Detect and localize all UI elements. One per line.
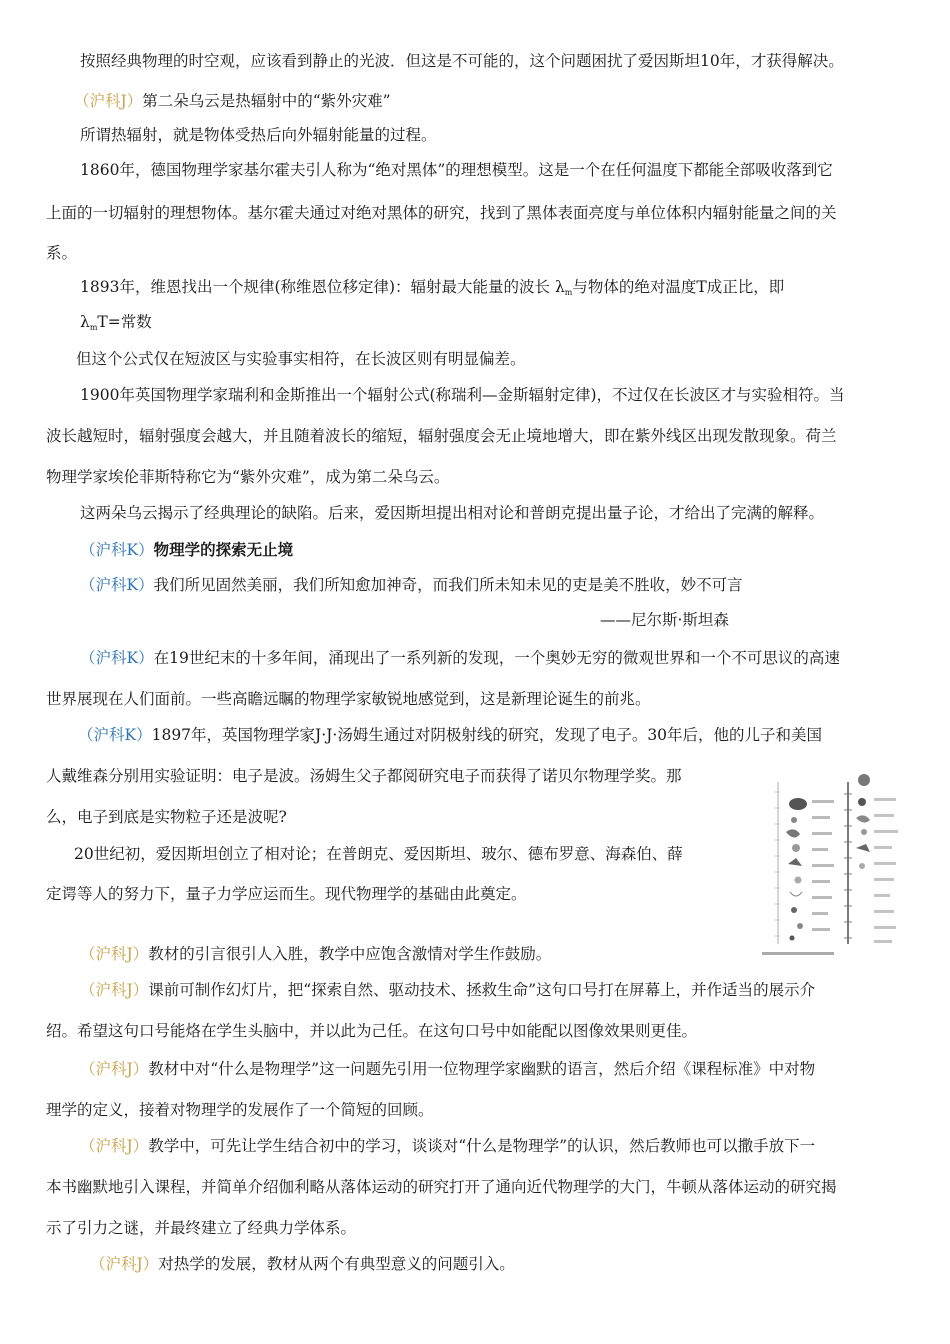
formula-rest: T=常数 [97,313,152,331]
source-tag: （沪科J） [80,1060,149,1078]
formula-lambda: λ [80,313,90,331]
quote [80,569,743,602]
formula-wien [80,306,152,344]
paragraph-kirchhoff-line1: 1860年，德国物理学家基尔霍夫引人称为“绝对黑体”的理想模型。这是一个在任何温度下都能全部吸收落到它 [80,161,833,179]
paragraph-text: 第二朵乌云是热辐射中的“紫外灾难” [142,92,391,110]
paragraph-text: 教材中对“什么是物理学”这一问题先引用一位物理学家幽默的语言，然后介绍《课程标准》中对物 [148,1060,816,1078]
paragraph-text: 在19世纪末的十多年间，涌现出了一系列新的发现，一个奥妙无穷的微观世界和一个不可思议的高速 [153,649,840,667]
paragraph-teaching-intro [80,938,551,971]
paragraph-text: 教材的引言很引人入胜，教学中应饱含激情对学生作鼓励。 [148,945,552,963]
source-tag: （沪科K） [80,649,154,667]
paragraph-what-is-physics-line2: 理学的定义，接着对物理学的发展作了一个简短的回顾。 [46,1101,434,1119]
paragraph-slides-line1 [80,974,815,1007]
section-heading [80,533,293,567]
paragraph-what-is-physics-line1 [80,1053,815,1086]
quote-author: ——尼尔斯·斯坦森 [600,611,729,629]
paragraph-light-wave: 按照经典物理的时空观，应该看到静止的光波．但这是不可能的，这个问题困扰了爱因斯坦10年，才获得解决。 [80,52,844,70]
paragraph-text: 1897年，英国物理学家J·J·汤姆生通过对阴极射线的研究，发现了电子。30年后，他的儿子和美国 [151,726,823,744]
paragraph-text: 教学中，可先让学生结合初中的学习，谈谈对“什么是物理学”的认识，然后教师也可以撒手放下一 [148,1137,816,1155]
paragraph-20th-century-line1: 20世纪初，爱因斯坦创立了相对论；在普朗克、爱因斯坦、玻尔、德布罗意、海森伯、薛 [74,845,683,863]
scale-chart-image [756,772,906,962]
text-run: 与物体的绝对温度T成正比，即 [572,278,785,296]
paragraph-thermodynamics [90,1248,515,1281]
source-tag: （沪科K） [80,541,154,559]
paragraph-rayleigh-line3: 物理学家埃伦菲斯特称它为“紫外灾难”，成为第二朵乌云。 [46,468,450,486]
paragraph-two-clouds: 这两朵乌云揭示了经典理论的缺陷。后来，爱因斯坦提出相对论和普朗克提出量子论，才给出了完满的解释。 [80,504,825,522]
paragraph-text: 课前可制作幻灯片，把“探索自然、驱动技术、拯救生命”这句口号打在屏幕上，并作适当的展示介 [148,981,816,999]
source-tag: （沪科J） [80,1137,149,1155]
paragraph-kirchhoff-line3: 系。 [46,244,78,262]
source-tag: （沪科J） [90,1255,159,1273]
source-tag: （沪科J） [80,945,149,963]
paragraph-kirchhoff-line2: 上面的一切辐射的理想物体。基尔霍夫通过对绝对黑体的研究，找到了黑体表面亮度与单位体积内辐射能量之间的关 [46,204,837,222]
paragraph-rayleigh-line1: 1900年英国物理学家瑞利和金斯推出一个辐射公式(称瑞利—金斯辐射定律)，不过仅在长波区才与实验相符。当 [80,386,845,404]
subscript: m [564,288,573,297]
paragraph-galileo-line2: 本书幽默地引入课程，并简单介绍伽利略从落体运动的研究打开了通向近代物理学的大门，牛顿从落体运动的研究揭 [46,1178,837,1196]
paragraph-deviation: 但这个公式仅在短波区与实验事实相符，在长波区则有明显偏差。 [76,350,526,368]
source-tag: （沪科K） [78,726,152,744]
source-tag: （沪科J） [80,981,149,999]
paragraph-rayleigh-line2: 波长越短时，辐射强度会越大，并且随着波长的缩短，辐射强度会无止境地增大，即在紫外线区出现发散现象。荷兰 [46,427,837,445]
paragraph-thomson-line1 [78,719,822,752]
paragraph-text: 对热学的发展，教材从两个有典型意义的问题引入。 [158,1255,515,1273]
source-tag: （沪科K） [80,576,154,594]
paragraph-second-cloud [74,85,391,118]
paragraph-19th-century-line2: 世界展现在人们面前。一些高瞻远瞩的物理学家敏锐地感觉到，这是新理论诞生的前兆。 [46,690,651,708]
paragraph-slides-line2: 绍。希望这句口号能烙在学生头脑中，并以此为己任。在这句口号中如能配以图像效果则更佳。 [46,1022,698,1040]
paragraph-galileo-line1 [80,1130,815,1163]
subscript: m [89,323,98,332]
paragraph-20th-century-line2: 定谔等人的努力下，量子力学应运而生。现代物理学的基础由此奠定。 [46,885,527,903]
source-tag: （沪科J） [74,92,143,110]
scale-figure [756,772,906,962]
text-run: 1893年，维恩找出一个规律(称维恩位移定律)：辐射最大能量的波长 λ [80,278,565,296]
paragraph-thomson-line2: 人戴维森分别用实验证明：电子是波。汤姆生父子都阅研究电子而获得了诺贝尔物理学奖。那 [46,767,682,785]
paragraph-19th-century-line1 [80,642,840,675]
paragraph-thomson-line3: 么，电子到底是实物粒子还是波呢? [46,808,287,826]
quote-text: 我们所见固然美丽，我们所知愈加神奇，而我们所未知未见的吏是美不胜收，妙不可言 [153,576,743,594]
paragraph-wien [80,271,784,309]
paragraph-galileo-line3: 示了引力之谜，并最终建立了经典力学体系。 [46,1219,357,1237]
paragraph-thermal-radiation: 所谓热辐射，就是物体受热后向外辐射能量的过程。 [80,126,437,144]
heading-text: 物理学的探索无止境 [153,540,294,559]
